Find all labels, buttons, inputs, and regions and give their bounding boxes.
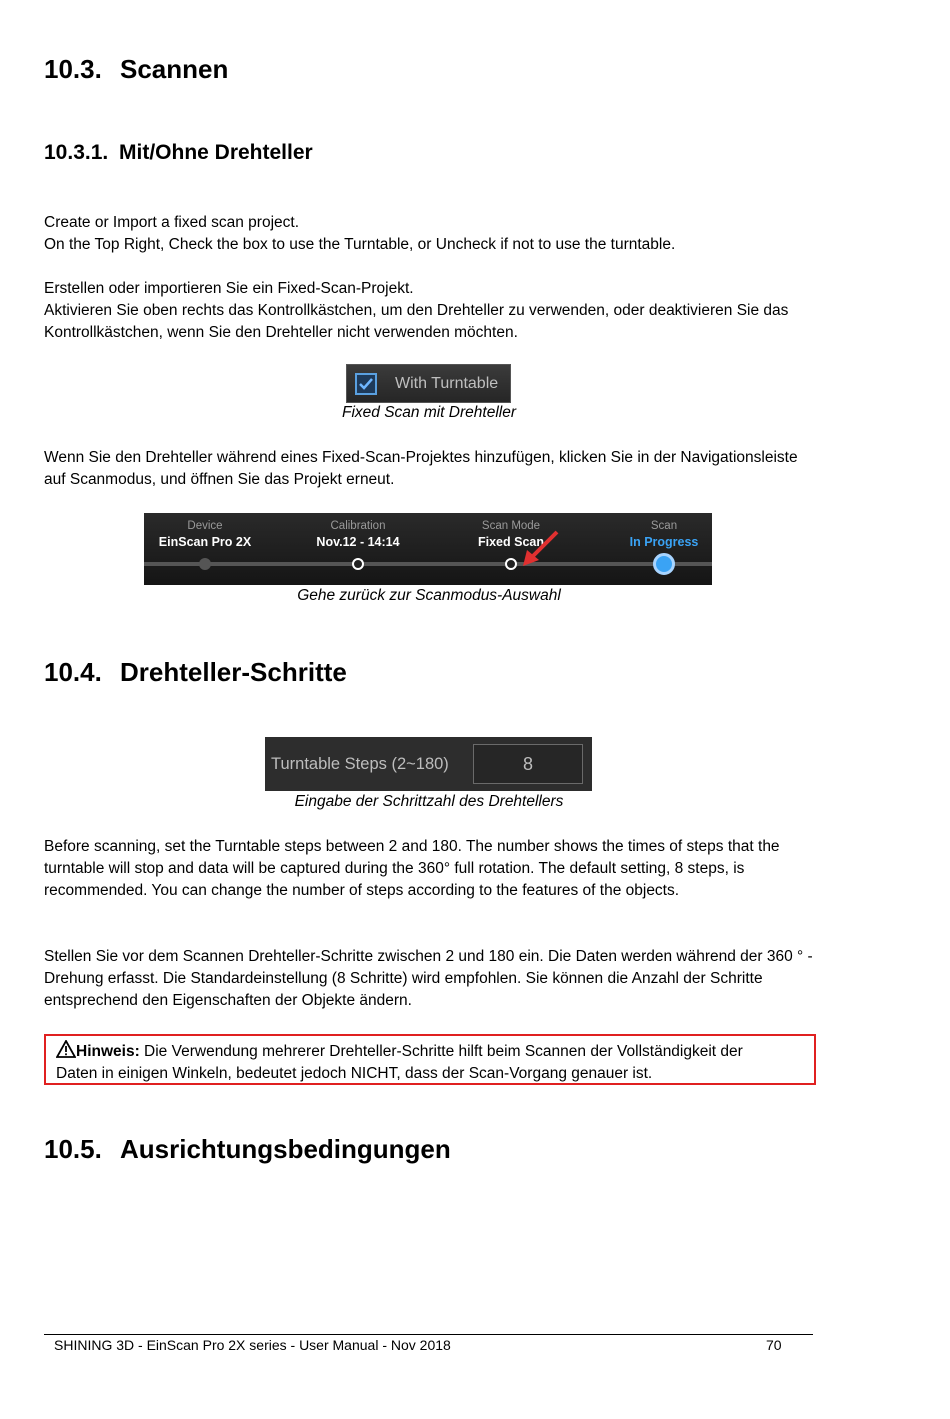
step-dot-calibration xyxy=(352,558,364,570)
note-text: Die Verwendung mehrerer Drehteller-Schritte hilft beim Scannen der Vollständigkeit der xyxy=(144,1043,743,1060)
navigation-bar-image xyxy=(144,513,712,585)
nav-step-title: Device xyxy=(187,520,223,532)
page-number: 70 xyxy=(766,1337,782,1353)
paragraph-en-1 xyxy=(44,212,675,256)
nav-step-title: Scan Mode xyxy=(481,520,541,532)
note-label: Hinweis: xyxy=(76,1043,140,1060)
paragraph-de-3 xyxy=(44,946,813,1012)
checkbox-checked-icon xyxy=(355,373,377,395)
nav-step-value: EinScan Pro 2X xyxy=(158,535,252,549)
caption-turntable: Fixed Scan mit Drehteller xyxy=(341,404,516,421)
text-line: turntable will stop and data will be captured during the 360° full rotation. The default setting, 8 steps, is xyxy=(44,860,745,877)
section-title: Ausrichtungsbedingungen xyxy=(120,1134,451,1164)
nav-step-calibration xyxy=(293,513,423,549)
nav-step-title: Scan xyxy=(650,520,678,532)
section-number: 10.4. xyxy=(44,657,102,687)
text-line: auf Scanmodus, und öffnen Sie das Projekt erneut. xyxy=(44,471,395,488)
section-title: Drehteller-Schritte xyxy=(120,657,347,687)
turntable-label: With Turntable xyxy=(395,375,499,392)
text-line: Before scanning, set the Turntable steps between 2 and 180. The number shows the times of steps that the xyxy=(44,838,780,855)
note-line-2: Daten in einigen Winkeln, bedeutet jedoch NICHT, dass der Scan-Vorgang genauer ist. xyxy=(56,1065,653,1082)
subsection-heading-10-3-1 xyxy=(44,142,313,163)
paragraph-de-2 xyxy=(44,447,798,491)
progress-track xyxy=(144,562,712,566)
nav-step-value: In Progress xyxy=(629,535,699,549)
text-line: Stellen Sie vor dem Scannen Drehteller-Schritte zwischen 2 und 180 ein. Die Daten werden während der 360 ° - xyxy=(44,948,813,965)
text-line: entsprechend den Eigenschaften der Objekte ändern. xyxy=(44,992,412,1009)
nav-step-scan xyxy=(599,513,729,549)
note-box xyxy=(44,1034,816,1085)
text-line: Drehung erfasst. Die Standardeinstellung (8 Schritte) wird empfohlen. Sie können die Anzahl der Schritte xyxy=(44,970,763,987)
step-dot-device xyxy=(199,558,211,570)
section-heading-10-3 xyxy=(44,56,228,82)
text-line: Aktivieren Sie oben rechts das Kontrollkästchen, um den Drehteller zu verwenden, oder deaktivieren Sie das xyxy=(44,302,789,319)
note-line-1 xyxy=(56,1040,804,1063)
nav-step-value: Fixed Scan xyxy=(478,535,544,549)
section-number: 10.5. xyxy=(44,1134,102,1164)
text-line: Create or Import a fixed scan project. xyxy=(44,214,300,231)
nav-step-title: Calibration xyxy=(330,520,386,532)
step-dot-scan-mode xyxy=(505,558,517,570)
steps-label: Turntable Steps (2~180) xyxy=(271,755,449,773)
nav-step-value: Nov.12 - 14:14 xyxy=(316,535,400,549)
subsection-title: Mit/Ohne Drehteller xyxy=(119,141,313,164)
turntable-steps-image xyxy=(265,737,592,791)
caption-navbar: Gehe zurück zur Scanmodus-Auswahl xyxy=(297,587,561,604)
section-heading-10-4 xyxy=(44,659,347,685)
warning-icon xyxy=(56,1040,76,1058)
text-line: Kontrollkästchen, wenn Sie den Drehteller nicht verwenden möchten. xyxy=(44,324,518,341)
steps-value-field: 8 xyxy=(473,744,583,784)
nav-step-device xyxy=(140,513,270,549)
turntable-checkbox-image xyxy=(346,364,511,403)
text-line: recommended. You can change the number of steps according to the features of the objects. xyxy=(44,882,680,899)
paragraph-en-3 xyxy=(44,836,780,902)
paragraph-de-1 xyxy=(44,278,788,344)
text-line: On the Top Right, Check the box to use the Turntable, or Uncheck if not to use the turntable. xyxy=(44,236,676,253)
footer-text: SHINING 3D - EinScan Pro 2X series - User Manual - Nov 2018 xyxy=(54,1337,451,1353)
section-title: Scannen xyxy=(120,54,229,84)
step-dot-scan-active xyxy=(653,553,675,575)
footer-divider xyxy=(44,1334,813,1335)
section-heading-10-5 xyxy=(44,1136,451,1162)
text-line: Wenn Sie den Drehteller während eines Fixed-Scan-Projektes hinzufügen, klicken Sie in der Navigationsleiste xyxy=(44,449,798,466)
red-arrow-icon xyxy=(519,528,561,568)
text-line: Erstellen oder importieren Sie ein Fixed-Scan-Projekt. xyxy=(44,280,414,297)
section-number: 10.3. xyxy=(44,54,102,84)
caption-steps: Eingabe der Schrittzahl des Drehtellers xyxy=(294,793,564,810)
subsection-number: 10.3.1. xyxy=(44,141,109,164)
